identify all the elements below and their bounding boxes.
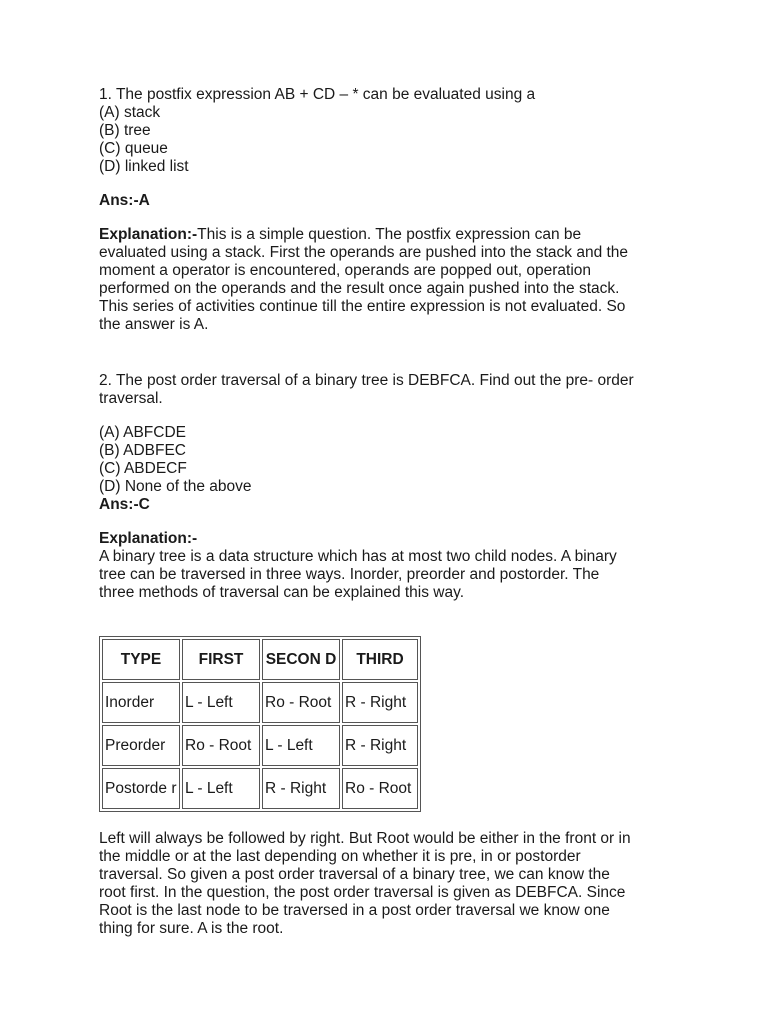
closing-line-1: Left will always be followed by right. But Root would be either in the front or in: [99, 830, 631, 847]
q1-option-a: (A) stack: [99, 104, 161, 121]
table-cell: R - Right: [342, 682, 418, 723]
q2-option-c: (C) ABDECF: [99, 460, 187, 477]
q1-explanation-line-4: performed on the operands and the result once again pushed into the stack.: [99, 280, 620, 297]
table-cell: R - Right: [342, 725, 418, 766]
table-row: [102, 768, 418, 809]
table-cell: Ro - Root: [342, 768, 418, 809]
table-cell: Ro - Root: [182, 725, 260, 766]
q1-explanation-line-6: the answer is A.: [99, 316, 209, 333]
document-page: [99, 86, 679, 938]
closing-line-2: the middle or at the last depending on whether it is pre, in or postorder: [99, 848, 581, 865]
q1-answer: Ans:-A: [99, 192, 150, 209]
closing-line-6: thing for sure. A is the root.: [99, 920, 284, 937]
q2-question-line-1: 2. The post order traversal of a binary tree is DEBFCA. Find out the pre- order: [99, 372, 634, 389]
table-cell: Ro - Root: [262, 682, 340, 723]
table-header-row: [102, 639, 418, 680]
q2-option-b: (B) ADBFEC: [99, 442, 186, 459]
q1-explanation-line-3: moment a operator is encountered, operands are popped out, operation: [99, 262, 592, 279]
q1-option-d: (D) linked list: [99, 158, 189, 175]
q1-option-b: (B) tree: [99, 122, 151, 139]
q1-explanation-line-2: evaluated using a stack. First the operands are pushed into the stack and the: [99, 244, 629, 261]
table-header-type: TYPE: [102, 639, 180, 680]
q1-explanation-text-1: This is a simple question. The postfix expression can be: [197, 226, 582, 243]
table-cell: R - Right: [262, 768, 340, 809]
closing-line-4: root first. In the question, the post order traversal is given as DEBFCA. Since: [99, 884, 626, 901]
table-cell: L - Left: [182, 682, 260, 723]
table-cell: Inorder: [102, 682, 180, 723]
q1-explanation-line-1: [99, 226, 679, 244]
q2-explanation-label: Explanation:-: [99, 530, 198, 547]
traversal-table: [99, 636, 421, 812]
q1-explanation-line-5: This series of activities continue till the entire expression is not evaluated. So: [99, 298, 626, 315]
q2-option-d: (D) None of the above: [99, 478, 252, 495]
q1-option-c: (C) queue: [99, 140, 168, 157]
q2-question-line-2: traversal.: [99, 390, 163, 407]
table-header-third: THIRD: [342, 639, 418, 680]
table-cell: L - Left: [182, 768, 260, 809]
table-header-first: FIRST: [182, 639, 260, 680]
table-row: [102, 682, 418, 723]
q1-question: 1. The postfix expression AB + CD – * can be evaluated using a: [99, 86, 536, 103]
table-cell: Preorder: [102, 725, 180, 766]
q2-explanation-line-1: A binary tree is a data structure which has at most two child nodes. A binary: [99, 548, 617, 565]
q2-explanation-line-2: tree can be traversed in three ways. Inorder, preorder and postorder. The: [99, 566, 600, 583]
q2-option-a: (A) ABFCDE: [99, 424, 186, 441]
closing-line-5: Root is the last node to be traversed in a post order traversal we know one: [99, 902, 610, 919]
q2-explanation-line-3: three methods of traversal can be explained this way.: [99, 584, 465, 601]
q1-explanation-label: Explanation:-: [99, 226, 198, 243]
table-row: [102, 725, 418, 766]
closing-line-3: traversal. So given a post order traversal of a binary tree, we can know the: [99, 866, 610, 883]
table-cell: L - Left: [262, 725, 340, 766]
table-cell: Postorde r: [102, 768, 180, 809]
table-header-second: SECON D: [262, 639, 340, 680]
q2-answer: Ans:-C: [99, 496, 150, 513]
